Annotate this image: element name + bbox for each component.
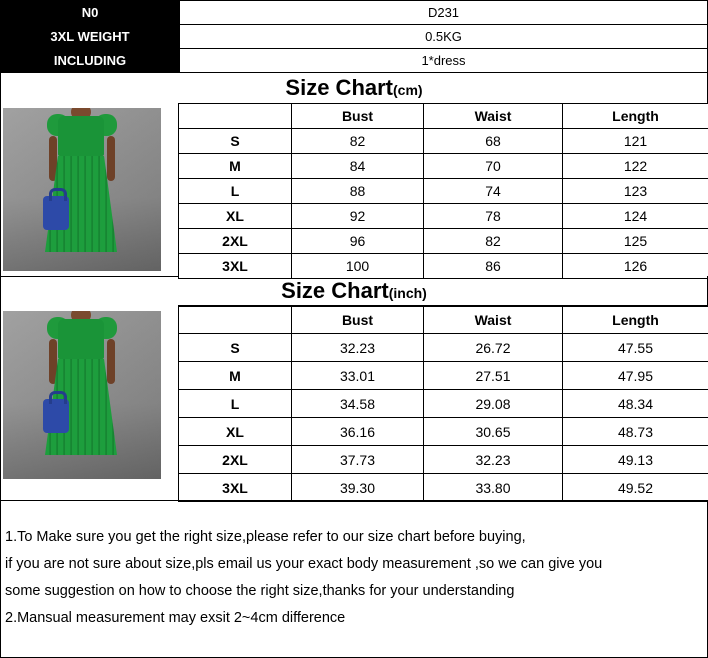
info-row <box>1 49 708 73</box>
size-cell: M <box>179 362 292 390</box>
waist-cell: 26.72 <box>424 334 563 362</box>
bust-cell: 96 <box>292 229 424 254</box>
product-info-table <box>0 0 708 73</box>
table-row <box>179 254 708 279</box>
bust-cell: 88 <box>292 179 424 204</box>
table-row <box>179 390 708 418</box>
size-table-inch <box>178 305 708 502</box>
waist-cell: 86 <box>424 254 563 279</box>
header-cell: Length <box>563 306 708 334</box>
length-cell: 121 <box>563 129 708 154</box>
info-label: N0 <box>1 1 180 25</box>
size-cell: L <box>179 179 292 204</box>
table-row <box>179 129 708 154</box>
bust-cell: 39.30 <box>292 474 424 502</box>
header-cell: Bust <box>292 104 424 129</box>
table-header-row <box>179 104 708 129</box>
size-notes <box>0 500 708 658</box>
waist-cell: 32.23 <box>424 446 563 474</box>
size-cell: 2XL <box>179 446 292 474</box>
length-cell: 124 <box>563 204 708 229</box>
header-cell: Bust <box>292 306 424 334</box>
table-row <box>179 334 708 362</box>
header-cell <box>179 104 292 129</box>
header-cell: Waist <box>424 104 563 129</box>
info-row <box>1 25 708 49</box>
length-cell: 49.13 <box>563 446 708 474</box>
info-row <box>1 1 708 25</box>
bust-cell: 33.01 <box>292 362 424 390</box>
header-cell: Length <box>563 104 708 129</box>
product-image-frame <box>0 103 179 277</box>
product-photo-green-dress <box>3 311 161 479</box>
table-row <box>179 154 708 179</box>
bust-cell: 34.58 <box>292 390 424 418</box>
size-cell: 3XL <box>179 254 292 279</box>
size-cell: L <box>179 390 292 418</box>
table-row <box>179 204 708 229</box>
size-chart-inch-title <box>0 276 708 307</box>
waist-cell: 78 <box>424 204 563 229</box>
chart-title-text: Size Chart <box>285 75 393 100</box>
product-photo-green-dress <box>3 108 161 271</box>
size-cell: M <box>179 154 292 179</box>
bust-cell: 84 <box>292 154 424 179</box>
bust-cell: 36.16 <box>292 418 424 446</box>
chart-unit: (inch) <box>389 285 427 301</box>
waist-cell: 30.65 <box>424 418 563 446</box>
length-cell: 47.55 <box>563 334 708 362</box>
size-chart-cm-title <box>0 73 708 104</box>
header-cell: Waist <box>424 306 563 334</box>
info-value: 0.5KG <box>180 25 708 49</box>
chart-title-text: Size Chart <box>281 278 389 303</box>
length-cell: 49.52 <box>563 474 708 502</box>
handbag-icon <box>43 196 69 230</box>
note-line: 1.To Make sure you get the right size,please refer to our size chart before buying, <box>5 529 526 545</box>
header-cell <box>179 306 292 334</box>
waist-cell: 82 <box>424 229 563 254</box>
size-cell: 3XL <box>179 474 292 502</box>
handbag-icon <box>43 399 69 433</box>
bust-cell: 92 <box>292 204 424 229</box>
note-line: 2.Mansual measurement may exsit 2~4cm difference <box>5 610 345 626</box>
info-value: D231 <box>180 1 708 25</box>
length-cell: 123 <box>563 179 708 204</box>
size-cell: S <box>179 334 292 362</box>
length-cell: 48.73 <box>563 418 708 446</box>
length-cell: 48.34 <box>563 390 708 418</box>
waist-cell: 74 <box>424 179 563 204</box>
note-line: if you are not sure about size,pls email us your exact body measurement ,so we can give you <box>5 556 602 572</box>
bust-cell: 37.73 <box>292 446 424 474</box>
table-row <box>179 179 708 204</box>
chart-unit: (cm) <box>393 82 423 98</box>
size-cell: S <box>179 129 292 154</box>
size-cell: 2XL <box>179 229 292 254</box>
length-cell: 126 <box>563 254 708 279</box>
note-line: some suggestion on how to choose the right size,thanks for your understanding <box>5 583 514 599</box>
info-label: 3XL WEIGHT <box>1 25 180 49</box>
length-cell: 47.95 <box>563 362 708 390</box>
waist-cell: 70 <box>424 154 563 179</box>
length-cell: 122 <box>563 154 708 179</box>
size-table-cm <box>178 103 708 279</box>
length-cell: 125 <box>563 229 708 254</box>
waist-cell: 27.51 <box>424 362 563 390</box>
bust-cell: 82 <box>292 129 424 154</box>
table-row <box>179 229 708 254</box>
waist-cell: 33.80 <box>424 474 563 502</box>
bust-cell: 32.23 <box>292 334 424 362</box>
size-cell: XL <box>179 418 292 446</box>
table-header-row <box>179 306 708 334</box>
table-row <box>179 362 708 390</box>
table-row <box>179 474 708 502</box>
info-value: 1*dress <box>180 49 708 73</box>
bust-cell: 100 <box>292 254 424 279</box>
waist-cell: 68 <box>424 129 563 154</box>
size-cell: XL <box>179 204 292 229</box>
info-label: INCLUDING <box>1 49 180 73</box>
waist-cell: 29.08 <box>424 390 563 418</box>
table-row <box>179 418 708 446</box>
table-row <box>179 446 708 474</box>
product-image-frame <box>0 305 179 501</box>
